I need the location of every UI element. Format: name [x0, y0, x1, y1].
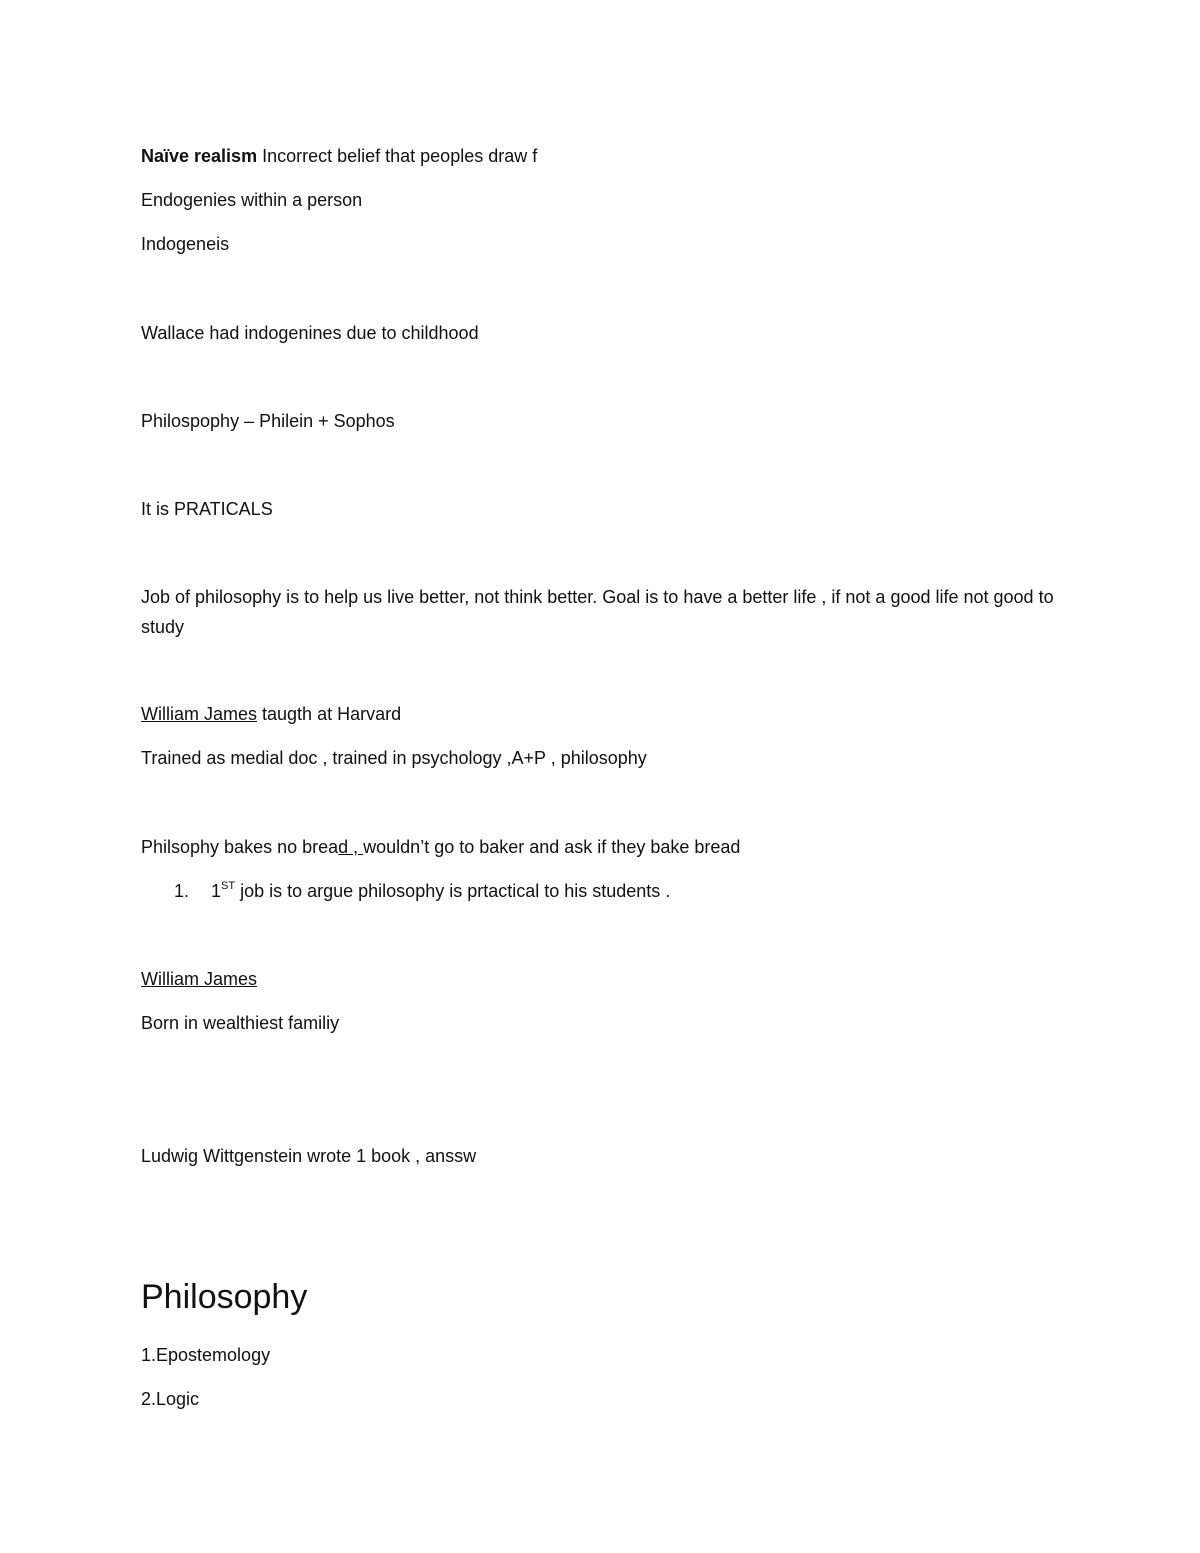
list-text-rest: job is to argue philosophy is prtactical to his students .: [235, 881, 671, 901]
name-william-james: William James: [141, 704, 258, 724]
naive-realism-definition: Incorrect belief that peoples draw f: [257, 146, 538, 166]
list-text-pre: 1: [211, 881, 222, 901]
line-endogenies: Endogenies within a person: [141, 190, 363, 210]
bakes-text-b: wouldn’t go to baker and ask if they bake bread: [363, 837, 741, 857]
line-job-of-philosophy: Job of philosophy is to help us live better, not think better. Goal is to have a better life , if not a good life not good to study: [141, 587, 1054, 637]
line-philospophy-etymology: Philospophy – Philein + Sophos: [141, 411, 395, 431]
name-william-james-2: William James: [141, 969, 258, 989]
line-trained-as: Trained as medial doc , trained in psychology ,A+P , philosophy: [141, 748, 647, 768]
line-epistemology: 1.Epostemology: [141, 1345, 271, 1365]
harvard-text: taugth at Harvard: [257, 704, 402, 724]
line-logic: 2.Logic: [141, 1389, 200, 1409]
line-naive-realism: [141, 144, 537, 168]
line-wittgenstein: Ludwig Wittgenstein wrote 1 book , anssw: [141, 1146, 477, 1166]
line-wallace: Wallace had indogenines due to childhood: [141, 323, 479, 343]
line-william-james-harvard: [141, 702, 401, 726]
list-number: 1.: [174, 881, 190, 901]
line-william-james-heading: [141, 967, 257, 991]
line-bakes-no-bread: [141, 835, 740, 859]
heading-philosophy: Philosophy: [141, 1278, 308, 1316]
numbered-list-item: [174, 879, 670, 903]
line-praticals: It is PRATICALS: [141, 499, 273, 519]
bakes-text-underlined: d ,: [338, 837, 364, 857]
line-born-wealthiest: Born in wealthiest familiy: [141, 1013, 340, 1033]
term-naive-realism: Naïve realism: [141, 146, 258, 166]
bakes-text-a: Philsophy bakes no brea: [141, 837, 339, 857]
list-text-superscript: ST: [221, 880, 236, 892]
line-indogeneis: Indogeneis: [141, 234, 230, 254]
